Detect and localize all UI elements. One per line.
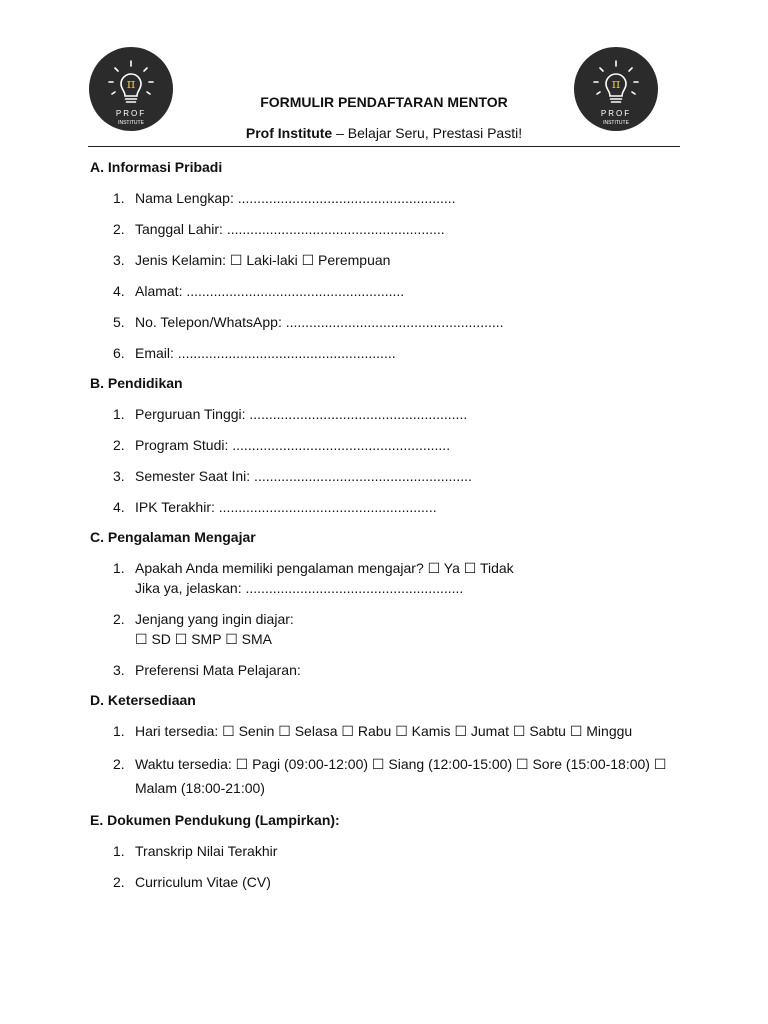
- section-pendidikan: [90, 373, 680, 517]
- item-number: 1.: [113, 406, 125, 422]
- item-number: 5.: [113, 314, 125, 330]
- svg-text:INSTITUTE: INSTITUTE: [118, 120, 144, 126]
- field-label: Jenis Kelamin: ☐ Laki-laki ☐ Perempuan: [135, 252, 391, 268]
- form-body: [90, 157, 680, 903]
- field-label: Semester Saat Ini: ........................................................: [135, 468, 472, 484]
- item-number: 1.: [113, 843, 125, 859]
- field-ipk[interactable]: [90, 497, 680, 517]
- item-number: 2.: [113, 874, 125, 890]
- svg-text:INSTITUTE: INSTITUTE: [603, 120, 629, 126]
- item-number: 2.: [113, 756, 125, 772]
- field-tanggal-lahir[interactable]: [90, 219, 680, 239]
- doc-label: Curriculum Vitae (CV): [135, 874, 271, 890]
- item-number: 3.: [113, 468, 125, 484]
- item-number: 4.: [113, 499, 125, 515]
- svg-text:PROF: PROF: [600, 109, 632, 118]
- section-pengalaman-mengajar: [90, 527, 680, 680]
- field-jenjang[interactable]: [90, 609, 680, 649]
- section-title: E. Dokumen Pendukung (Lampirkan):: [90, 812, 340, 828]
- section-informasi-pribadi: [90, 157, 680, 363]
- field-list: [90, 558, 680, 680]
- item-number: 3.: [113, 252, 125, 268]
- section-title: C. Pengalaman Mengajar: [90, 529, 256, 545]
- svg-text:PROF: PROF: [115, 109, 147, 118]
- field-list: [90, 721, 680, 800]
- field-label: Nama Lengkap: ........................................................: [135, 190, 456, 206]
- field-label: No. Telepon/WhatsApp: ........................................................: [135, 314, 504, 330]
- field-label: Jenjang yang ingin diajar:: [135, 611, 294, 627]
- logo-right: [573, 44, 659, 134]
- field-hari-tersedia[interactable]: [90, 721, 680, 741]
- form-title: FORMULIR PENDAFTARAN MENTOR: [260, 94, 508, 110]
- item-number: 1.: [113, 723, 125, 739]
- item-number: 2.: [113, 221, 125, 237]
- field-list: [90, 404, 680, 517]
- field-semester[interactable]: [90, 466, 680, 486]
- field-label: IPK Terakhir: ........................................................: [135, 499, 437, 515]
- field-preferensi-mapel[interactable]: [90, 660, 680, 680]
- org-name: Prof Institute: [245, 125, 333, 141]
- field-label: Perguruan Tinggi: ........................................................: [135, 406, 468, 422]
- field-perguruan-tinggi[interactable]: [90, 404, 680, 424]
- field-label: Waktu tersedia: ☐ Pagi (09:00-12:00) ☐ Siang (12:00-15:00) ☐ Sore (15:00-18:00) ☐ Malam (18:00-21:00): [135, 756, 667, 796]
- item-number: 2.: [113, 437, 125, 453]
- logo-left: [88, 44, 174, 134]
- item-number: 4.: [113, 283, 125, 299]
- svg-text:π: π: [126, 77, 136, 92]
- section-ketersediaan: [90, 690, 680, 800]
- header-divider: [88, 146, 680, 147]
- tagline: – Belajar Seru, Prestasi Pasti!: [332, 125, 523, 141]
- field-sub-label: Jika ya, jelaskan: ........................................................: [135, 580, 464, 596]
- field-list: [90, 841, 680, 892]
- field-nama-lengkap[interactable]: [90, 188, 680, 208]
- field-label: Tanggal Lahir: ........................................................: [135, 221, 445, 237]
- item-number: 1.: [113, 560, 125, 576]
- field-label: Preferensi Mata Pelajaran:: [135, 662, 301, 678]
- field-label: Apakah Anda memiliki pengalaman mengajar? ☐ Ya ☐ Tidak: [135, 560, 514, 576]
- field-email[interactable]: [90, 343, 680, 363]
- form-subtitle: [0, 125, 768, 141]
- section-dokumen-pendukung: [90, 810, 680, 892]
- lightbulb-pi-logo: [88, 44, 174, 134]
- section-title: B. Pendidikan: [90, 375, 183, 391]
- doc-label: Transkrip Nilai Terakhir: [135, 843, 278, 859]
- section-title: D. Ketersediaan: [90, 692, 196, 708]
- field-telepon[interactable]: [90, 312, 680, 332]
- field-label: Alamat: ........................................................: [135, 283, 405, 299]
- field-label: Program Studi: ........................................................: [135, 437, 451, 453]
- item-number: 6.: [113, 345, 125, 361]
- field-list: [90, 188, 680, 363]
- field-label: Hari tersedia: ☐ Senin ☐ Selasa ☐ Rabu ☐ Kamis ☐ Jumat ☐ Sabtu ☐ Minggu: [135, 723, 633, 739]
- field-alamat[interactable]: [90, 281, 680, 301]
- svg-text:π: π: [611, 77, 621, 92]
- field-program-studi[interactable]: [90, 435, 680, 455]
- lightbulb-pi-logo: [573, 44, 659, 134]
- field-label: Email: ........................................................: [135, 345, 396, 361]
- section-title: A. Informasi Pribadi: [90, 159, 223, 175]
- item-number: 2.: [113, 611, 125, 627]
- item-number: 1.: [113, 190, 125, 206]
- field-waktu-tersedia[interactable]: [90, 752, 680, 800]
- doc-cv: [90, 872, 680, 892]
- field-sub-label: ☐ SD ☐ SMP ☐ SMA: [135, 631, 272, 647]
- field-pengalaman[interactable]: [90, 558, 680, 598]
- item-number: 3.: [113, 662, 125, 678]
- doc-transkrip: [90, 841, 680, 861]
- field-jenis-kelamin[interactable]: [90, 250, 680, 270]
